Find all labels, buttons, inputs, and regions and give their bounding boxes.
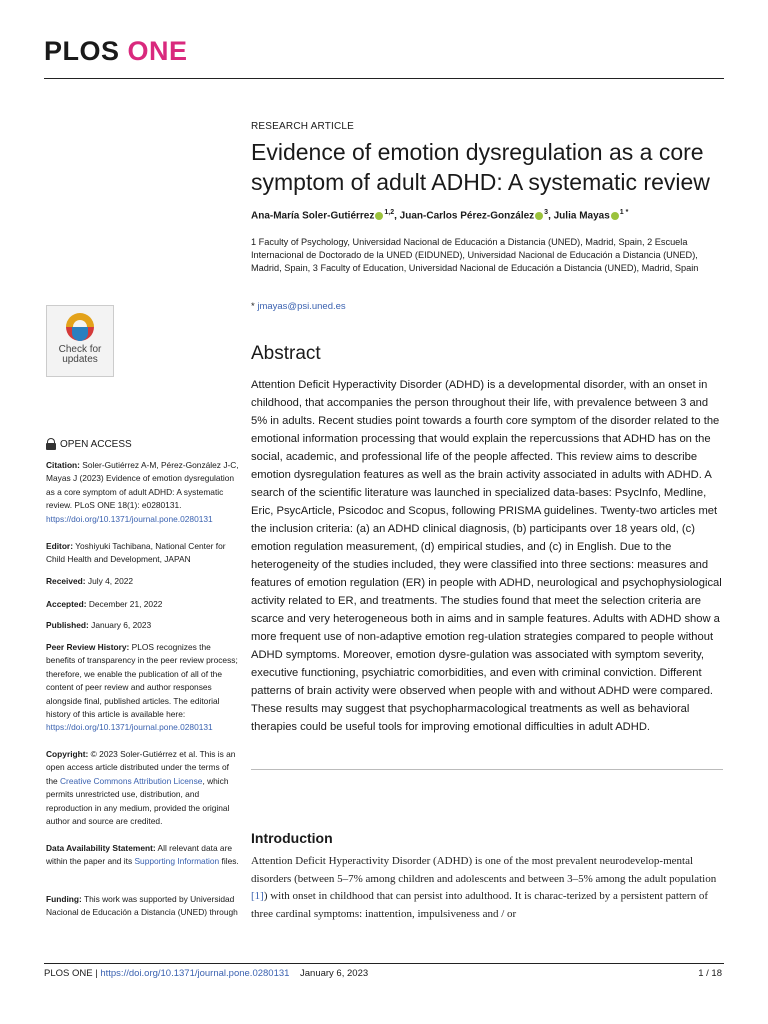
orcid-icon[interactable] [611, 212, 619, 220]
header-rule [44, 78, 724, 79]
citation-text: Soler-Gutiérrez A-M, Pérez-González J-C, Mayas J (2023) Evidence of emotion dysregulation as a core symptom of adult ADHD: A systematic review. PLoS ONE 18(1): e0280131. [46, 460, 239, 511]
published-text: January 6, 2023 [88, 620, 152, 630]
orcid-icon[interactable] [535, 212, 543, 220]
citation-label: Citation: [46, 460, 80, 470]
received-text: July 4, 2022 [85, 576, 134, 586]
footer-doi-link[interactable]: https://doi.org/10.1371/journal.pone.0280131 [100, 968, 290, 979]
footer-date: January 6, 2023 [300, 968, 369, 979]
article-title: Evidence of emotion dysregulation as a core symptom of adult ADHD: A systematic review [251, 139, 710, 195]
intro-text-1: Attention Deficit Hyperactivity Disorder (ADHD) is one of the most prevalent neurodevelop-mental disorders (between 5–7% among children and adolescents and between 3–5% among the adult population [251, 855, 717, 885]
copyright-text-2: , which permits unrestricted use, distribution, and reproduction in any medium, provided the original author and source are credited. [46, 775, 230, 827]
funding-text: This work was supported by Universidad Nacional de Educación a Distancia (UNED) through [46, 894, 238, 918]
author-name[interactable]: Juan-Carlos Pérez-González [399, 210, 535, 222]
abstract-rule [251, 769, 723, 770]
peer-review-link[interactable]: https://doi.org/10.1371/journal.pone.0280131 [46, 722, 213, 733]
introduction-text [251, 853, 723, 923]
open-access-text: OPEN ACCESS [60, 438, 132, 450]
copyright-block [46, 748, 240, 828]
author-list: Ana-María Soler-Gutiérrez $^{1,2}$, Juan-Carlos Pérez-González $^3$, Julia Mayas $^{1 *}$ [251, 209, 629, 222]
journal-logo[interactable] [44, 36, 188, 67]
crossmark-icon [66, 313, 94, 341]
peer-review-text: PLOS recognizes the benefits of transparency in the peer review process; therefore, we enable the publication of all of the content of peer review and author responses alongside final, published articles. The editorial history of this article is available here: [46, 642, 238, 720]
journal-logo-one: ONE [127, 36, 188, 66]
orcid-icon[interactable] [375, 212, 383, 220]
footer-journal: PLOS ONE [44, 968, 93, 979]
data-availability-block [46, 842, 240, 869]
accepted-text: December 21, 2022 [86, 599, 163, 609]
received-block [46, 575, 240, 588]
accepted-label: Accepted: [46, 599, 87, 609]
abstract-text: Attention Deficit Hyperactivity Disorder (ADHD) is a developmental disorder, with an onset in childhood, that accompanies the person throughout their life, with prevalence between 3 and 5% in adults. Recent studies point towards a fourth core symptom of the disorder related to the emotional information processing that would explain the repercussions that ADHD has on the social, academic, and professional life of the people affected. This review aims to describe emotion dysregulation features as well as the brain activity associated in adults with ADHD. A search of the scientific literature was launched in specialized data-bases: PsycInfo, Medline, Eric, PsycArticle, Psicodoc and Scopus, following PRISMA guidelines. Twenty-two articles met the inclusion criteria: (a) an ADHD clinical diagnosis, (b) participants over 18 years old, (c) emotion regulation measurement, (d) empirical studies, and (c) in English. Due to the heterogeneity of the studies included, they were classified into three sections: measures and features of emotion regulation (ER) in people with ADHD, neurological and psychophysiological activity related to ER, and treatments. The studies found that meet the selection criteria are scarce and very heterogeneous both in aims and in sample features. Adults with ADHD show a more frequent use of non-adaptive emotion reg-ulation strategies compared to people without ADHD symptoms. Moreover, emotion dysre-gulation was associated with symptom severity, executive functioning, psychiatric comorbidities, and even with criminal conviction. Different patterns of brain activity were observed when people with and without ADHD were compared. These results may suggest that psychopharmacological treatments as well as behavioral therapies could be useful tools for improving emotional difficulties in adult ADHD. [251, 379, 722, 733]
funding-label: Funding: [46, 894, 82, 904]
author-affil-sup: 1 * [619, 209, 629, 216]
check-for-updates-badge[interactable] [46, 305, 114, 377]
reference-link[interactable]: [1] [251, 890, 264, 902]
supporting-info-link[interactable]: Supporting Information [134, 856, 220, 867]
author-name[interactable]: Ana-María Soler-Gutiérrez [251, 210, 375, 222]
footer-separator: | [92, 968, 101, 979]
open-access-label [46, 438, 132, 450]
open-lock-icon [46, 438, 56, 450]
editor-text: Yoshiyuki Tachibana, National Center for Child Health and Development, JAPAN [46, 541, 226, 565]
corresponding-email-link[interactable]: jmayas@psi.uned.es [257, 301, 346, 312]
funding-block [46, 893, 240, 920]
published-block [46, 619, 240, 632]
copyright-text-1: © 2023 Soler-Gutiérrez et al. This is an open access article distributed under the terms of the [46, 749, 236, 786]
affiliations: 1 Faculty of Psychology, Universidad Nacional de Educación a Distancia (UNED), Madrid, Spain, 2 Escuela Internacional de Doctorado de la UNED (EIDUNED), Universidad Nacional de Educación a Distancia (UNED), Madrid, Spain, 3 Faculty of Education, Universidad Nacional de Educación a Distancia (UNED), Madrid, Spain [251, 237, 699, 273]
updates-badge-line2: updates [62, 354, 98, 365]
published-label: Published: [46, 620, 89, 630]
abstract-heading: Abstract [251, 343, 321, 364]
corresponding-star: * [251, 301, 258, 312]
author-affil-sup: 1,2 [384, 209, 395, 216]
editor-label: Editor: [46, 541, 73, 551]
corresponding-author [251, 301, 346, 312]
received-label: Received: [46, 576, 86, 586]
introduction-heading: Introduction [251, 830, 333, 846]
peer-review-block [46, 641, 240, 735]
intro-text-2: ) with onset in childhood that can persist into adulthood. It is charac-terized by a persistent pattern of three cardinal symptoms: inattention, impulsiveness and / or [251, 890, 708, 920]
data-availability-text-2: files. [219, 856, 239, 867]
author-affil-sup: 3 [544, 209, 549, 216]
page-footer [44, 968, 368, 979]
data-availability-text-1: All relevant data are within the paper and its [46, 843, 233, 867]
author-name[interactable]: Julia Mayas [553, 210, 610, 222]
citation-doi-link[interactable]: https://doi.org/10.1371/journal.pone.0280131 [46, 513, 213, 524]
footer-rule [44, 963, 724, 964]
article-type: RESEARCH ARTICLE [251, 121, 355, 132]
citation-block [46, 459, 240, 526]
cc-license-link[interactable]: Creative Commons Attribution License [59, 775, 203, 786]
peer-review-label: Peer Review History: [46, 642, 130, 652]
accepted-block [46, 598, 240, 611]
updates-badge-line1: Check for [58, 344, 102, 355]
copyright-label: Copyright: [46, 749, 89, 759]
editor-block [46, 540, 240, 567]
journal-logo-plos: PLOS [44, 36, 120, 66]
data-availability-label: Data Availability Statement: [46, 843, 156, 853]
page-number: 1 / 18 [698, 968, 722, 979]
